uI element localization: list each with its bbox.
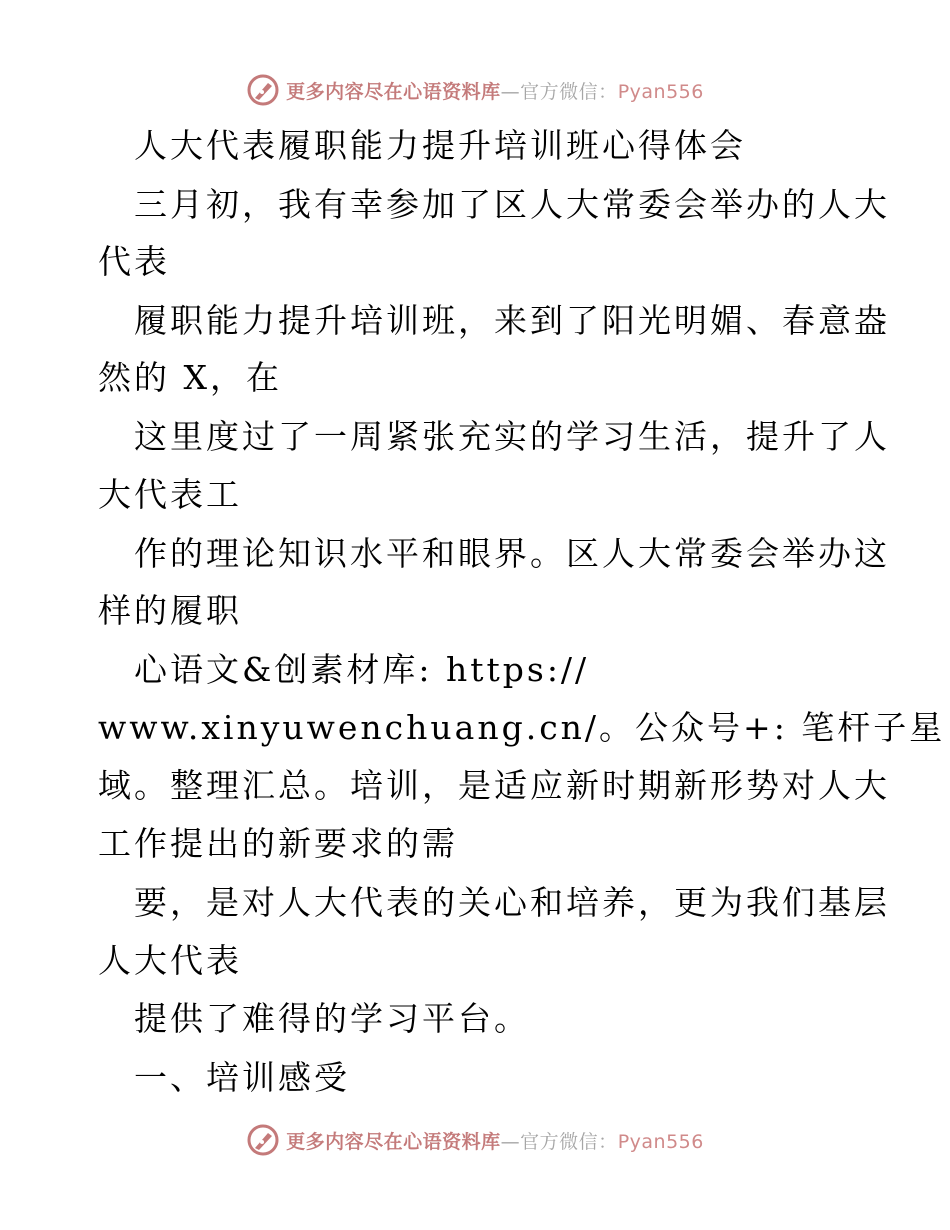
watermark-wechat-id: Pyan556 bbox=[617, 1130, 704, 1153]
watermark-wechat-id: Pyan556 bbox=[617, 80, 704, 103]
text-line: 这里度过了一周紧张充实的学习生活，提升了人 bbox=[134, 417, 890, 456]
watermark-brand: 更多内容尽在心语资料库 bbox=[286, 1130, 501, 1153]
text-line: 心语文&创素材库: https:// bbox=[134, 650, 590, 689]
text-line: 提供了难得的学习平台。 bbox=[134, 999, 530, 1038]
watermark-dash: — bbox=[500, 80, 521, 103]
text-line: 要，是对人大代表的关心和培养，更为我们基层 bbox=[134, 883, 890, 922]
section-heading: 一、培训感受 bbox=[134, 1058, 350, 1097]
footer-watermark bbox=[0, 1120, 950, 1160]
text-line: 样的履职 bbox=[98, 591, 242, 630]
document-title: 人大代表履职能力提升培训班心得体会 bbox=[134, 126, 746, 165]
text-line: 作的理论知识水平和眼界。区人大常委会举办这 bbox=[134, 534, 890, 573]
watermark-text bbox=[286, 1127, 704, 1154]
text-line: 然的 X，在 bbox=[98, 358, 282, 397]
watermark-brand: 更多内容尽在心语资料库 bbox=[286, 80, 501, 103]
watermark-dash: — bbox=[500, 1130, 521, 1153]
text-line: 代表 bbox=[98, 242, 170, 281]
text-line: 履职能力提升培训班，来到了阳光明媚、春意盎 bbox=[134, 301, 890, 340]
header-watermark bbox=[0, 70, 950, 110]
text-line: 人大代表 bbox=[98, 941, 242, 980]
pen-seal-icon bbox=[246, 73, 280, 107]
text-line: 域。整理汇总。培训，是适应新时期新形势对人大 bbox=[98, 766, 890, 805]
pen-seal-icon bbox=[246, 1123, 280, 1157]
text-line: 三月初，我有幸参加了区人大常委会举办的人大 bbox=[134, 185, 890, 224]
text-line: 工作提出的新要求的需 bbox=[98, 824, 458, 863]
watermark-text bbox=[286, 77, 704, 104]
watermark-wechat-label: 官方微信： bbox=[520, 1130, 618, 1153]
text-line: 大代表工 bbox=[98, 475, 242, 514]
watermark-wechat-label: 官方微信： bbox=[520, 80, 618, 103]
text-line: www.xinyuwenchuang.cn/。公众号+: 笔杆子星 bbox=[98, 708, 946, 747]
